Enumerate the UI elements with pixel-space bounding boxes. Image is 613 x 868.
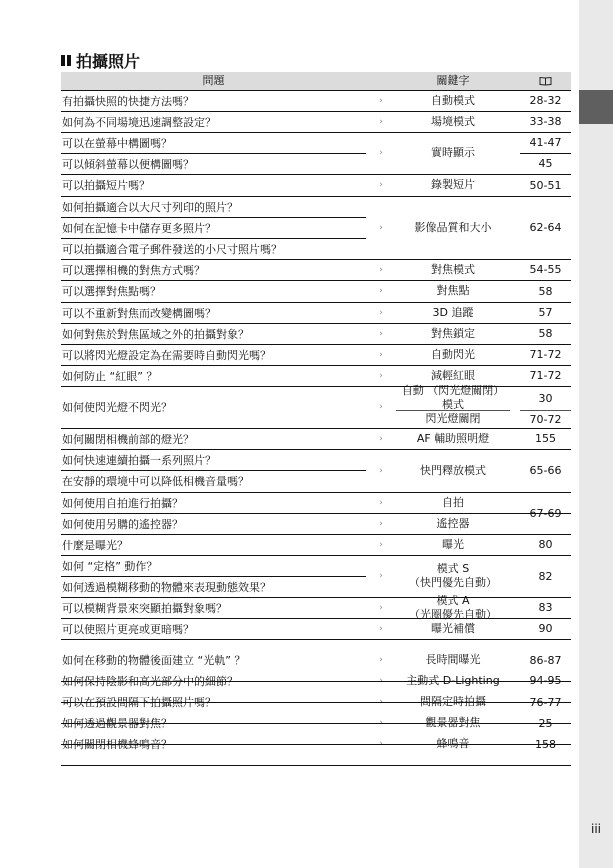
keyword-line: 觀景器對焦	[425, 716, 481, 729]
page-ref-cell: 158	[535, 737, 556, 751]
header-keyword: 關鍵字	[436, 74, 470, 87]
row-divider	[61, 470, 366, 471]
keyword-cell	[396, 280, 510, 302]
keyword-line: 蜂鳴音	[436, 737, 470, 750]
arrow-icon: ›	[379, 697, 383, 707]
question-cell: 可以拍攝短片嗎？	[62, 179, 150, 192]
arrow-icon: ›	[379, 370, 383, 381]
keyword-lines	[409, 562, 497, 590]
arrow-icon: ›	[379, 433, 383, 444]
keyword-line: 自動模式	[431, 93, 475, 107]
keyword-lines	[431, 94, 475, 108]
row-divider	[61, 302, 571, 303]
question-cell: 可以拍攝適合電子郵件發送的小尺寸照片嗎？	[62, 242, 282, 256]
header-page	[520, 72, 571, 90]
question-cell: 如何對焦於對焦區域之外的拍攝對象？	[62, 327, 249, 341]
arrow-icon: ›	[379, 497, 383, 508]
row-divider	[61, 555, 571, 556]
question-cell: 如何關閉相機前部的燈光？	[62, 432, 194, 446]
keyword-lines	[442, 538, 464, 552]
row-divider	[61, 111, 571, 112]
row-divider	[61, 723, 571, 724]
page-ref-cell: 83	[538, 601, 553, 614]
page-ref-cell: 71-72	[529, 369, 562, 382]
keyword-line: 遙控器	[436, 516, 470, 530]
question-cell: 在安靜的環境中可以降低相機音量嗎？	[62, 475, 249, 488]
row-divider	[61, 744, 571, 745]
question-cell: 可以將閃光燈設定為在需要時自動閃光嗎？	[62, 348, 271, 362]
question-cell: 如何保持陰影和高光部分中的細節？	[62, 674, 238, 688]
question-cell: 可以不重新對焦而改變構圖嗎？	[62, 306, 216, 320]
question-cell: 如何 “定格” 動作？	[62, 559, 158, 573]
header-question: 問題	[202, 74, 225, 87]
row-divider	[61, 174, 571, 175]
page-ref-cell: 62-64	[529, 221, 562, 234]
keyword-cell	[396, 386, 510, 410]
arrow-icon: ›	[379, 116, 383, 127]
keyword-cell	[396, 196, 510, 259]
page-ref-cell: 86-87	[529, 653, 562, 667]
page-ref-cell: 67-69	[529, 506, 562, 520]
row-divider	[61, 90, 571, 91]
keyword-lines	[431, 178, 475, 192]
page-ref-cell: 50-51	[529, 178, 562, 192]
keyword-lines	[431, 622, 475, 636]
keyword-line: 實時顯示	[431, 146, 475, 159]
table-header	[61, 72, 571, 90]
heading-mark	[67, 55, 71, 66]
row-divider	[61, 534, 571, 535]
arrow-icon: ›	[379, 623, 383, 634]
question-cell: 可以在螢幕中構圖嗎？	[62, 136, 172, 150]
keyword-lines	[431, 327, 475, 341]
keyword-line: 錄製短片	[431, 178, 475, 191]
question-cell: 可以模糊背景來突顯拍攝對象嗎？	[62, 601, 227, 615]
question-cell: 有拍攝快照的快捷方法嗎？	[62, 94, 194, 108]
question-cell: 可以選擇對焦點嗎？	[62, 285, 161, 298]
row-divider	[61, 702, 571, 703]
keyword-lines	[442, 496, 464, 510]
section-tab	[579, 90, 613, 124]
question-cell: 如何防止 “紅眼” ？	[62, 369, 158, 383]
question-cell: 如何關閉相機蜂鳴音？	[62, 738, 172, 751]
page-ref-cell: 80	[538, 538, 553, 551]
keyword-line: 對焦鎖定	[431, 326, 475, 340]
keyword-cell	[396, 365, 510, 386]
question-cell: 什麼是曝光？	[62, 538, 128, 552]
keyword-line: 3D 追蹤	[432, 305, 474, 319]
page-ref-cell: 30	[538, 391, 553, 405]
keyword-line: 模式 S	[436, 562, 470, 575]
page-ref-cell: 54-55	[529, 263, 562, 276]
keyword-cell	[396, 449, 510, 492]
row-divider	[61, 344, 571, 345]
keyword-cell	[396, 302, 510, 323]
page-ref-cell: 94-95	[529, 674, 562, 687]
page-ref-cell: 33-38	[529, 115, 562, 128]
arrow-icon: ›	[379, 571, 383, 581]
arrow-icon: ›	[379, 264, 383, 275]
arrow-icon: ›	[379, 328, 383, 339]
keyword-line: 對焦點	[436, 284, 470, 297]
row-divider	[61, 132, 571, 133]
row-divider	[61, 386, 571, 387]
arrow-icon: ›	[379, 675, 383, 686]
row-divider	[520, 153, 571, 154]
section-title: 拍攝照片	[76, 51, 141, 71]
keyword-line: （快門優先自動）	[409, 576, 497, 589]
keyword-cell	[396, 259, 510, 280]
question-cell: 如何使用另購的遙控器？	[62, 517, 183, 531]
row-divider	[61, 597, 571, 598]
keyword-line: 對焦模式	[431, 262, 475, 276]
row-divider	[61, 217, 366, 218]
arrow-icon: ›	[379, 539, 383, 550]
keyword-cell	[396, 174, 510, 196]
page-ref-cell: 45	[538, 157, 553, 170]
keyword-line: 自動閃光	[431, 347, 475, 361]
keyword-lines	[415, 221, 492, 235]
arrow-icon: ›	[379, 286, 383, 296]
row-divider	[61, 153, 366, 154]
keyword-lines	[431, 263, 475, 277]
keyword-lines	[431, 146, 475, 160]
keyword-cell	[396, 323, 510, 344]
keyword-cell	[396, 428, 510, 449]
keyword-lines	[431, 348, 475, 362]
question-cell: 如何使閃光燈不閃光？	[62, 401, 172, 414]
row-divider	[61, 196, 571, 197]
row-divider	[61, 681, 571, 682]
arrow-icon: ›	[379, 655, 383, 665]
arrow-icon: ›	[379, 518, 383, 529]
row-divider	[61, 765, 571, 766]
arrow-icon: ›	[379, 180, 383, 190]
row-divider	[61, 639, 571, 640]
faq-table	[61, 72, 571, 765]
row-divider	[61, 259, 571, 260]
keyword-line: 模式 A	[436, 593, 470, 607]
keyword-cell	[396, 111, 510, 132]
book-icon	[539, 76, 552, 86]
page-ref-cell: 58	[538, 327, 553, 340]
arrow-icon: ›	[379, 602, 383, 613]
keyword-line: 影像品質和大小	[414, 220, 492, 234]
keyword-line: 長時間曝光	[425, 653, 481, 666]
arrow-icon: ›	[379, 402, 383, 412]
heading-mark	[61, 55, 65, 66]
keyword-lines	[417, 432, 489, 446]
page-ref-cell: 76-77	[529, 695, 562, 709]
page-ref-cell: 58	[538, 284, 553, 298]
question-cell: 如何在記憶卡中儲存更多照片？	[62, 221, 216, 235]
row-divider	[61, 238, 366, 239]
arrow-icon: ›	[379, 307, 383, 318]
arrow-icon: ›	[379, 148, 383, 158]
row-divider	[61, 428, 571, 429]
keyword-line: 曝光補償	[431, 621, 475, 635]
arrow-icon: ›	[379, 349, 383, 360]
arrow-icon: ›	[379, 739, 383, 749]
row-divider	[61, 513, 571, 514]
keyword-lines	[431, 369, 475, 383]
arrow-icon: ›	[379, 222, 383, 233]
keyword-line: 自動 （閃光燈關閉）	[401, 384, 505, 397]
question-cell: 可以在預設間隔下拍攝照片嗎？	[62, 696, 216, 709]
keyword-cell	[396, 534, 510, 555]
page-ref-cell: 71-72	[529, 348, 562, 361]
question-cell: 如何快速連續拍攝一系列照片？	[62, 453, 216, 467]
keyword-cell	[396, 618, 510, 639]
keyword-cell	[396, 492, 510, 513]
page-ref-cell: 25	[538, 716, 553, 730]
row-divider	[61, 323, 571, 324]
page-ref-cell: 65-66	[529, 464, 562, 477]
keyword-cell	[396, 555, 510, 597]
keyword-line: 場境模式	[431, 114, 475, 128]
side-strip	[579, 0, 613, 868]
keyword-line: 曝光	[442, 537, 464, 551]
keyword-lines	[433, 306, 474, 320]
page-ref-cell: 28-32	[529, 94, 562, 107]
keyword-lines	[402, 384, 505, 412]
page-ref-cell: 41-47	[529, 136, 562, 149]
page-ref-cell: 82	[538, 569, 553, 583]
question-cell: 如何使用自拍進行拍攝？	[62, 496, 183, 510]
keyword-lines	[426, 412, 481, 426]
row-divider	[61, 365, 571, 366]
page-ref-cell: 70-72	[529, 412, 562, 426]
keyword-line: AF 輔助照明燈	[416, 431, 490, 445]
page-ref-cell: 57	[538, 306, 553, 319]
question-cell: 可以使照片更亮或更暗嗎？	[62, 622, 194, 636]
row-divider	[61, 492, 571, 493]
keyword-lines	[420, 464, 486, 478]
question-cell: 如何透過觀景器對焦？	[62, 717, 172, 730]
question-cell: 如何為不同場境迅速調整設定？	[62, 115, 216, 129]
keyword-line: 模式	[442, 398, 464, 411]
keyword-line: 間隔定時拍攝	[420, 695, 486, 708]
question-cell: 可以傾斜螢幕以便構圖嗎？	[62, 157, 194, 171]
question-cell: 如何在移動的物體後面建立 “光軌” ？	[62, 654, 246, 667]
row-divider	[520, 410, 571, 411]
keyword-cell	[396, 513, 510, 534]
arrow-icon: ›	[379, 95, 383, 106]
page-number: iii	[590, 822, 601, 836]
question-cell: 可以選擇相機的對焦方式嗎？	[62, 263, 205, 277]
keyword-cell	[396, 593, 510, 621]
row-divider	[61, 280, 571, 281]
row-divider	[61, 576, 366, 577]
keyword-line: 減輕紅眼	[431, 368, 475, 382]
keyword-cell	[396, 90, 510, 111]
keyword-lines	[437, 517, 470, 531]
keyword-line: 自拍	[442, 495, 464, 509]
question-cell: 如何透過模糊移動的物體來表現動態效果？	[62, 580, 271, 594]
keyword-lines	[431, 115, 475, 129]
keyword-line: 閃光燈關閉	[425, 412, 481, 425]
keyword-line: 快門釋放模式	[420, 463, 486, 477]
keyword-cell	[396, 132, 510, 174]
row-divider	[396, 410, 510, 411]
section-heading	[61, 50, 140, 70]
arrow-icon: ›	[379, 465, 383, 476]
row-divider	[61, 618, 571, 619]
keyword-line: （光圈優先自動）	[409, 607, 497, 621]
page-ref-cell: 90	[538, 622, 553, 635]
question-cell: 如何拍攝適合以大尺寸列印的照片？	[62, 200, 238, 214]
page-ref-cell: 155	[535, 432, 556, 445]
arrow-icon: ›	[379, 718, 383, 728]
keyword-line: 主動式 D-Lighting	[406, 673, 500, 687]
keyword-cell	[396, 344, 510, 365]
row-divider	[61, 449, 571, 450]
keyword-lines	[437, 284, 470, 298]
keyword-cell	[396, 410, 510, 428]
